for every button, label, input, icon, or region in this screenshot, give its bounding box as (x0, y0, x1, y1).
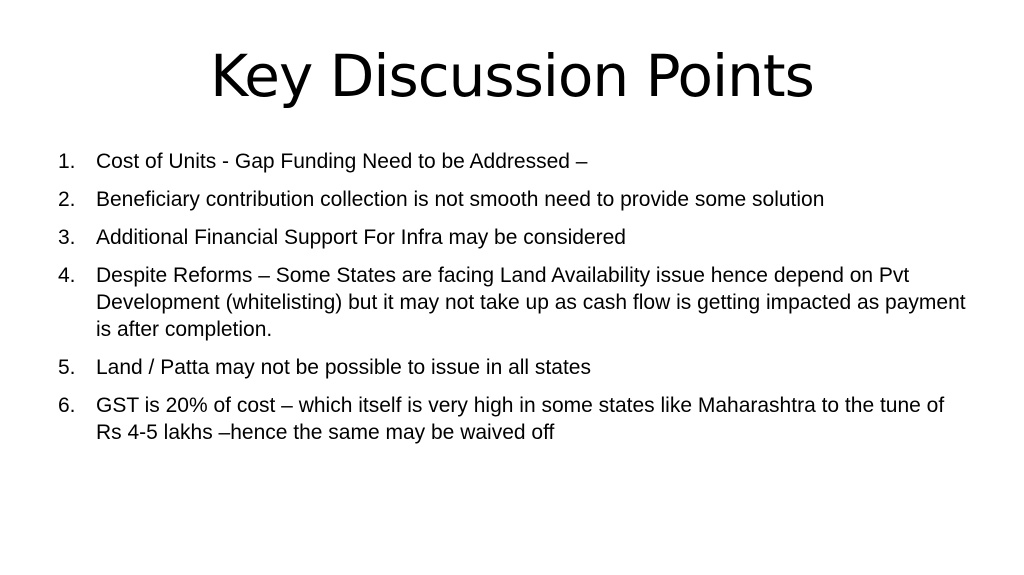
list-item-number: 4. (58, 264, 76, 287)
list-item (58, 148, 968, 175)
list-item-number: 3. (58, 226, 76, 249)
list-item-number: 1. (58, 150, 76, 173)
list-item (58, 392, 968, 446)
list-item-text: GST is 20% of cost – which itself is very high in some states like Maharashtra to the tune of Rs 4-5 lakhs –hence the same may be waived off (96, 394, 945, 444)
list-item-number: 2. (58, 188, 76, 211)
list-item (58, 224, 968, 251)
list-item-number: 6. (58, 394, 76, 417)
list-item-text: Beneficiary contribution collection is not smooth need to provide some solution (96, 188, 825, 211)
discussion-points-list (58, 148, 968, 457)
list-item-text: Additional Financial Support For Infra may be considered (96, 226, 626, 249)
list-item-text: Despite Reforms – Some States are facing Land Availability issue hence depend on Pvt Development (whitelisting) but it may not take up as cash flow is getting impacted as payment is after completion. (96, 264, 966, 341)
slide-title: Key Discussion Points (210, 42, 814, 110)
list-item (58, 186, 968, 213)
list-item (58, 262, 968, 343)
list-item-number: 5. (58, 356, 76, 379)
list-item-text: Cost of Units - Gap Funding Need to be Addressed – (96, 150, 588, 173)
list-item (58, 354, 968, 381)
list-item-text: Land / Patta may not be possible to issue in all states (96, 356, 591, 379)
